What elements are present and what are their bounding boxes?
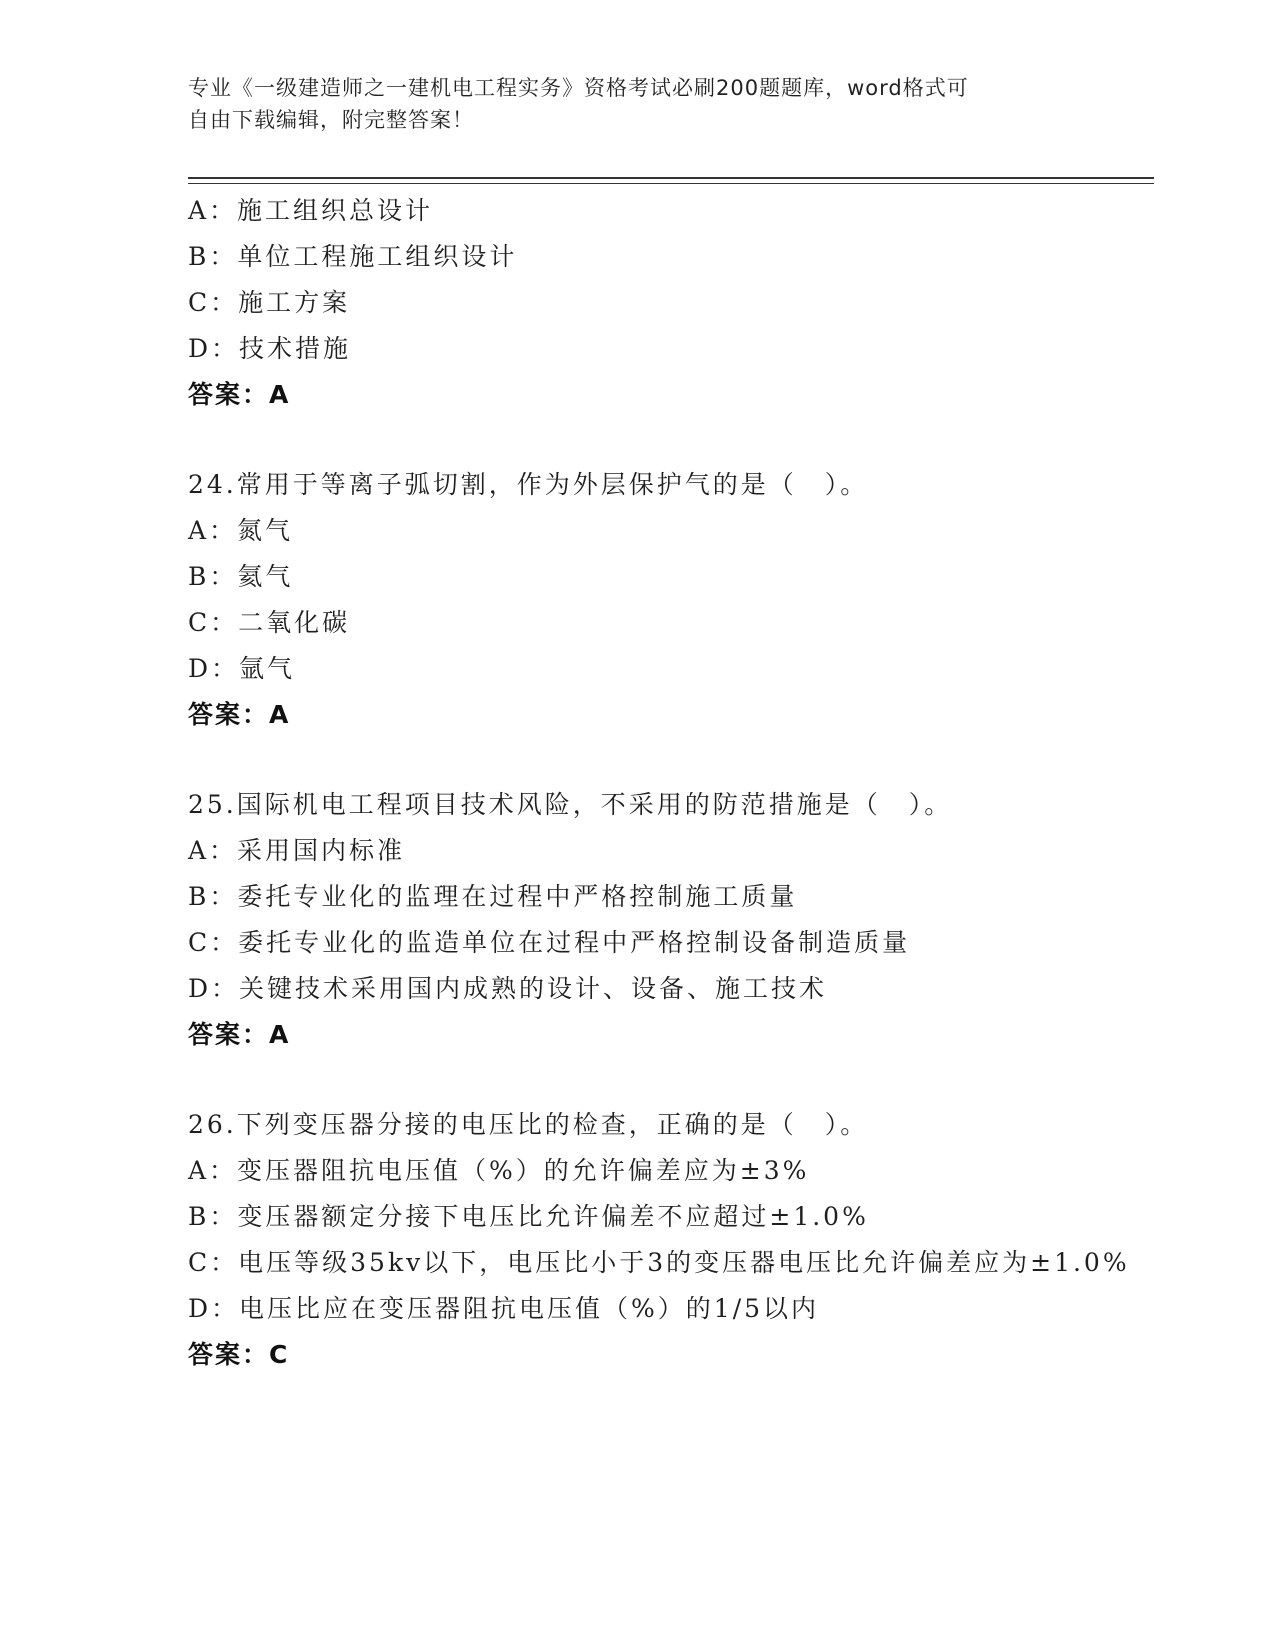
question-list <box>188 188 1148 1378</box>
header-line-1: 专业《一级建造师之一建机电工程实务》资格考试必刷200题题库，word格式可 <box>188 76 969 100</box>
answer-line: 答案：A <box>188 380 291 409</box>
header-divider <box>188 177 1154 179</box>
option-b: B：变压器额定分接下电压比允许偏差不应超过±1.0% <box>188 1202 869 1231</box>
option-a: A：采用国内标准 <box>188 836 406 865</box>
option-a: A：氮气 <box>188 516 294 545</box>
question-text: 25.国际机电工程项目技术风险，不采用的防范措施是（ ）。 <box>188 790 953 819</box>
option-b: B：氦气 <box>188 562 294 591</box>
spacer <box>188 738 1148 782</box>
answer-line: 答案：A <box>188 700 291 729</box>
option-c: C：电压等级35kv以下，电压比小于3的变压器电压比允许偏差应为±1.0% <box>188 1248 1130 1277</box>
option-b: B：单位工程施工组织设计 <box>188 242 518 271</box>
answer-line: 答案：C <box>188 1340 290 1369</box>
option-d: D：氩气 <box>188 654 296 683</box>
option-b: B：委托专业化的监理在过程中严格控制施工质量 <box>188 882 798 911</box>
question-block-24 <box>188 462 1148 738</box>
option-c: C：二氧化碳 <box>188 608 351 637</box>
header-line-2: 自由下载编辑，附完整答案！ <box>188 108 474 132</box>
spacer <box>188 418 1148 462</box>
answer-line: 答案：A <box>188 1020 291 1049</box>
option-c: C：施工方案 <box>188 288 351 317</box>
question-text: 26.下列变压器分接的电压比的检查，正确的是（ ）。 <box>188 1110 869 1139</box>
option-d: D：电压比应在变压器阻抗电压值（%）的1/5以内 <box>188 1294 820 1323</box>
option-d: D：技术措施 <box>188 334 352 363</box>
option-c: C：委托专业化的监造单位在过程中严格控制设备制造质量 <box>188 928 911 957</box>
question-block-26 <box>188 1102 1148 1378</box>
option-d: D：关键技术采用国内成熟的设计、设备、施工技术 <box>188 974 828 1003</box>
option-a: A：施工组织总设计 <box>188 196 434 225</box>
header-divider-thin <box>188 183 1154 184</box>
option-a: A：变压器阻抗电压值（%）的允许偏差应为±3% <box>188 1156 810 1185</box>
document-header <box>188 72 1068 136</box>
question-block-25 <box>188 782 1148 1058</box>
question-text: 24.常用于等离子弧切割，作为外层保护气的是（ ）。 <box>188 470 869 499</box>
question-block-23 <box>188 188 1148 418</box>
spacer <box>188 1058 1148 1102</box>
